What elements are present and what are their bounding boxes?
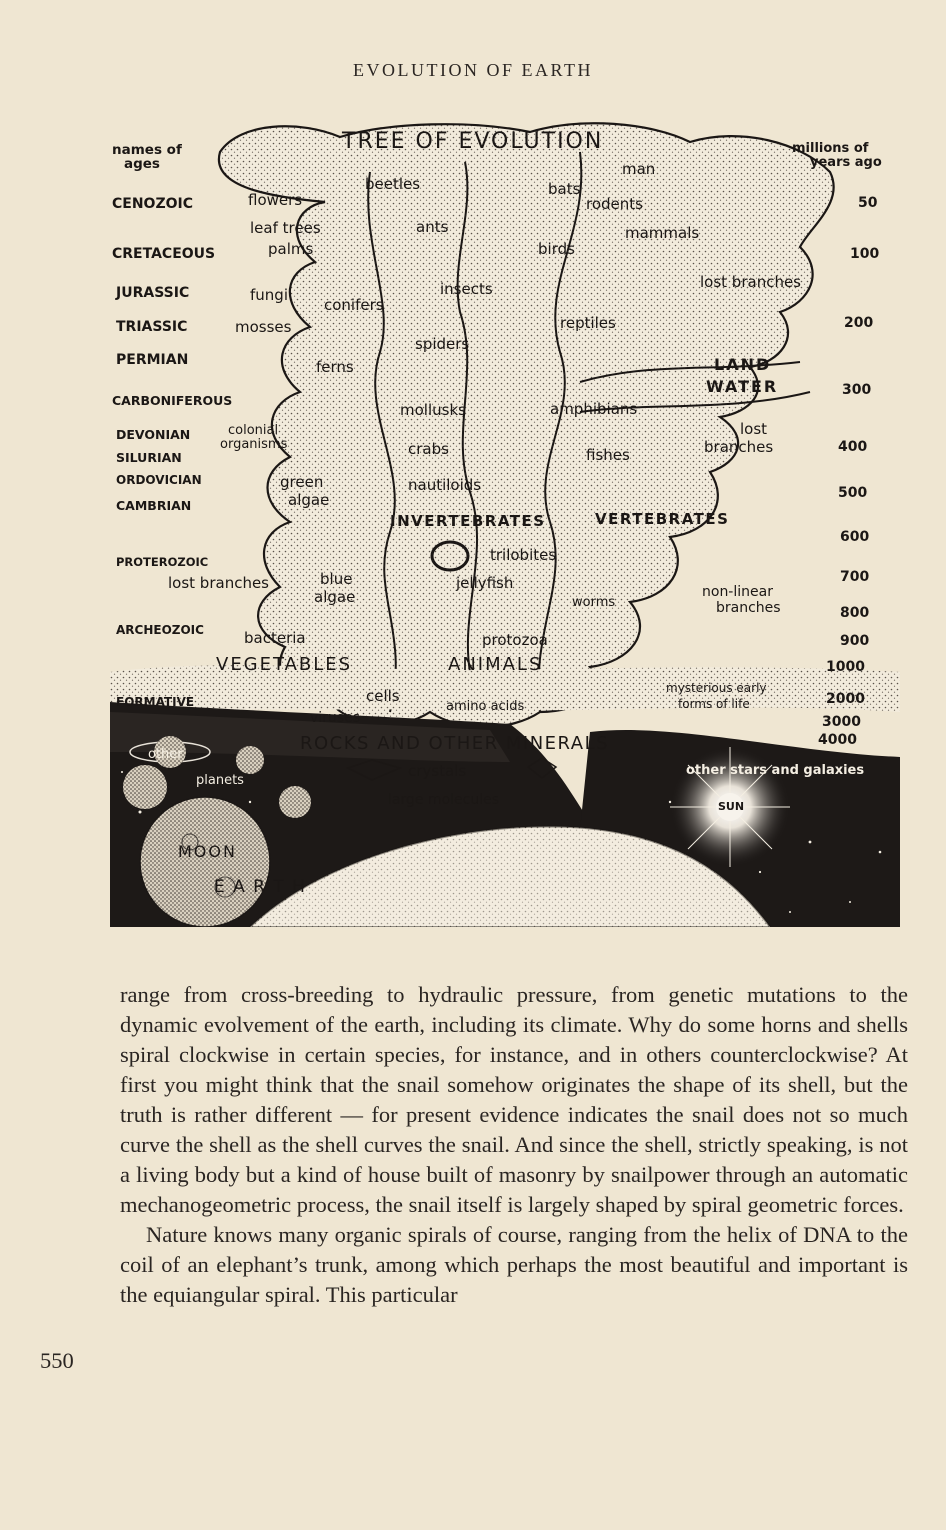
age-label: ORDOVICIAN bbox=[116, 473, 202, 487]
label-other-stars: other stars and galaxies bbox=[686, 763, 865, 778]
label-birds: birds bbox=[538, 240, 575, 258]
label-sun: SUN bbox=[718, 800, 745, 813]
label-amphibians: amphibians bbox=[550, 400, 638, 418]
age-label: JURASSIC bbox=[116, 285, 190, 301]
age-label: PROTEROZOIC bbox=[116, 555, 209, 569]
left-header-line1: names of bbox=[112, 142, 182, 158]
year-label: 800 bbox=[840, 605, 870, 621]
colonial-line1: colonial bbox=[228, 423, 279, 438]
year-label: 2000 bbox=[826, 691, 865, 707]
year-label: 50 bbox=[858, 195, 878, 211]
label-vegetables: VEGETABLES bbox=[216, 654, 353, 675]
label-viruses: viruses bbox=[310, 710, 361, 726]
label-amino-acids: amino acids bbox=[446, 699, 525, 714]
moon-icon bbox=[140, 797, 270, 927]
label-land: LAND bbox=[714, 355, 772, 374]
label-insects: insects bbox=[440, 280, 493, 298]
running-head: EVOLUTION OF EARTH bbox=[353, 60, 593, 80]
label-water: WATER bbox=[706, 377, 779, 396]
age-label: CRETACEOUS bbox=[112, 246, 216, 262]
label-bats: bats bbox=[548, 180, 581, 198]
year-label: 4000 bbox=[818, 732, 857, 748]
label-earth: E A R T H bbox=[214, 877, 307, 897]
year-label: 200 bbox=[844, 315, 874, 331]
label-ants: ants bbox=[416, 218, 449, 236]
label-crabs: crabs bbox=[408, 440, 449, 458]
label-spiders: spiders bbox=[415, 335, 470, 353]
label-crystals: crystals bbox=[408, 762, 467, 780]
label-cells: cells bbox=[366, 687, 400, 705]
label-green-algae: green algae bbox=[280, 473, 330, 509]
label-colonial-organisms bbox=[220, 423, 288, 452]
label-bacteria: bacteria bbox=[244, 629, 306, 647]
label-moon: MOON bbox=[178, 842, 237, 861]
label-leaf-trees: leaf trees bbox=[250, 219, 321, 237]
colonial-line2: organisms bbox=[220, 437, 288, 452]
label-man: man bbox=[622, 160, 656, 178]
year-label: 100 bbox=[850, 246, 880, 262]
label-rocks-minerals: ROCKS AND OTHER MINERALS bbox=[300, 733, 610, 754]
paragraph: range from cross-breeding to hydraulic pressure, from genetic mutations to the dynamic evolvement of the earth, including its climate. Why do some horns and shells spiral clockwise in certain species, for instance, and in others counterclockwise? At first you might think that the snail somehow originates the shape of its shell, but the truth is rather different — for present evidence indicates the snail does not so much curve the shell as the shell curves the snail. And since the shell, strictly speaking, is not a living body but a kind of house built of masonry by snailpower through an automatic mechanogeometric process, the snail itself is largely shaped by spiral geometric forces. bbox=[120, 982, 908, 1217]
label-lost-branches-mid: lost branches bbox=[704, 420, 774, 456]
age-label: CAMBRIAN bbox=[116, 498, 192, 513]
label-jellyfish: jellyfish bbox=[456, 574, 514, 592]
label-nautiloids: nautiloids bbox=[408, 476, 482, 494]
right-header: millions of years ago bbox=[792, 141, 882, 170]
age-label: FORMATIVE bbox=[116, 695, 195, 709]
label-protozoa: protozoa bbox=[482, 631, 548, 649]
year-label: 300 bbox=[842, 382, 872, 398]
year-label: 900 bbox=[840, 633, 870, 649]
age-label: CENOZOIC bbox=[112, 196, 193, 212]
label-conifers: conifers bbox=[324, 296, 384, 314]
label-fungi: fungi bbox=[250, 286, 288, 304]
year-label: 700 bbox=[840, 569, 870, 585]
label-large-molecules: large molecules bbox=[388, 792, 500, 808]
label-fishes: fishes bbox=[586, 446, 630, 464]
age-label: CARBONIFEROUS bbox=[112, 393, 233, 408]
label-animals: ANIMALS bbox=[448, 654, 543, 675]
label-blue-algae: blue algae bbox=[314, 570, 356, 606]
label-palms: palms bbox=[268, 240, 314, 258]
age-label: ARCHEOZOIC bbox=[116, 623, 204, 637]
label-worms: worms bbox=[572, 595, 616, 610]
label-flowers: flowers bbox=[248, 191, 303, 209]
label-vertebrates: VERTEBRATES bbox=[595, 510, 730, 528]
year-label: 500 bbox=[838, 485, 868, 501]
label-invertebrates: INVERTEBRATES bbox=[390, 512, 546, 530]
label-rodents: rodents bbox=[586, 195, 643, 213]
year-label: 3000 bbox=[822, 714, 861, 730]
age-label: TRIASSIC bbox=[116, 319, 188, 335]
label-mysterious-early-forms: mysterious early forms of life bbox=[666, 681, 767, 711]
figure-title: TREE OF EVOLUTION bbox=[342, 129, 604, 154]
label-ferns: ferns bbox=[316, 358, 354, 376]
label-mosses: mosses bbox=[235, 318, 292, 336]
year-label: 400 bbox=[838, 439, 868, 455]
age-label: PERMIAN bbox=[116, 352, 189, 368]
label-beetles: beetles bbox=[365, 175, 421, 193]
label-reptiles: reptiles bbox=[560, 314, 616, 332]
age-label: SILURIAN bbox=[116, 450, 182, 465]
label-mollusks: mollusks bbox=[400, 401, 466, 419]
label-lost-branches-top: lost branches bbox=[700, 273, 801, 291]
age-label: DEVONIAN bbox=[116, 427, 191, 442]
label-non-linear-branches: non-linear branches bbox=[702, 584, 781, 616]
label-trilobites: trilobites bbox=[490, 546, 557, 564]
tree-of-evolution-illustration bbox=[110, 112, 900, 927]
year-label: 1000 bbox=[826, 659, 865, 675]
page-number: 550 bbox=[40, 1348, 74, 1373]
body-text bbox=[120, 980, 908, 1310]
paragraph: Nature knows many organic spirals of course, ranging from the helix of DNA to the coil of an elephant’s trunk, among which perhaps the most beautiful and important is the equiangular spiral. This particular bbox=[120, 1222, 908, 1307]
label-other-planets: other planets bbox=[148, 747, 244, 788]
left-header-line2: ages bbox=[124, 156, 160, 172]
label-mammals: mammals bbox=[625, 224, 700, 242]
label-lost-branches-left: lost branches bbox=[168, 574, 269, 592]
year-label: 600 bbox=[840, 529, 870, 545]
